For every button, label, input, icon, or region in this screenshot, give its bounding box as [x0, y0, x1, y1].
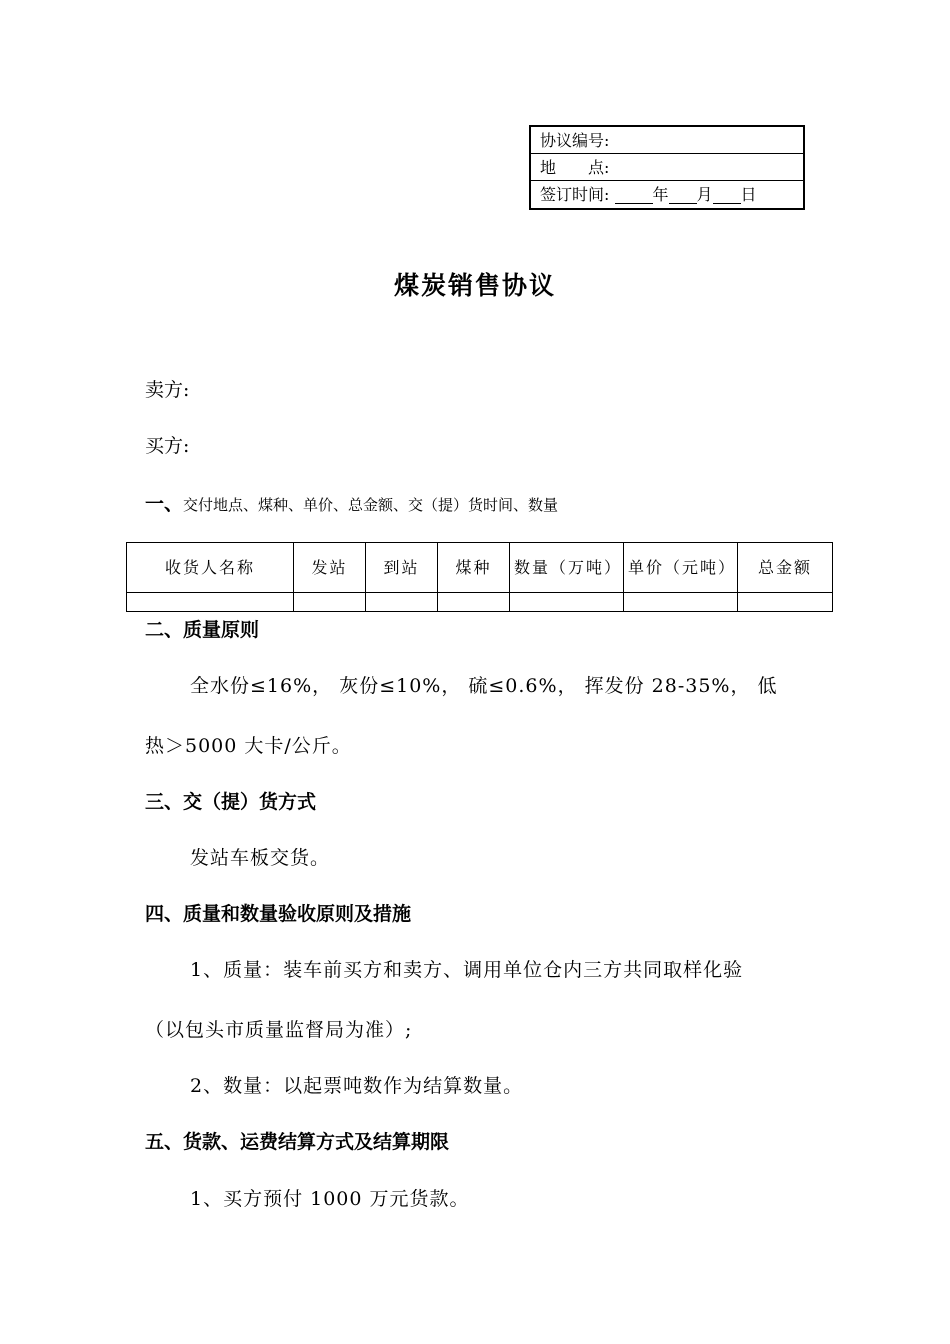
header-destination-station: 到站: [366, 543, 438, 593]
section-4-title: 四、质量和数量验收原则及措施: [145, 903, 412, 925]
agreement-number-row: [531, 127, 803, 154]
sign-time-row: [531, 181, 803, 208]
location-row: [531, 154, 803, 181]
table-cell: [738, 593, 833, 612]
table-row: [127, 593, 833, 612]
section-4-item-1-line-1: 1、质量：装车前买方和卖方、调用单位仓内三方共同取样化验: [190, 959, 744, 981]
section-5-item-1: 1、买方预付 1000 万元货款。: [190, 1188, 470, 1210]
location-label: 地 点:: [540, 158, 610, 177]
delivery-table: [126, 542, 833, 612]
section-3-title: 三、交（提）货方式: [145, 791, 317, 813]
section-3-body: 发站车板交货。: [190, 847, 331, 869]
day-label: 日: [740, 185, 757, 204]
header-unit-price: 单价（元吨）: [624, 543, 738, 593]
table-header-row: [127, 543, 833, 593]
year-label: 年: [652, 185, 669, 204]
section-1-title: 交付地点、煤种、单价、总金额、交（提）货时间、数量: [183, 496, 559, 514]
section-4-item-1-line-2: （以包头市质量监督局为准）;: [145, 1019, 413, 1041]
year-blank: [615, 185, 653, 204]
table-cell: [510, 593, 624, 612]
header-origin-station: 发站: [294, 543, 366, 593]
table-cell: [366, 593, 438, 612]
header-coal-type: 煤种: [438, 543, 510, 593]
table-cell: [127, 593, 294, 612]
seller-line: 卖方:: [145, 379, 190, 401]
section-2-title: 二、质量原则: [145, 619, 260, 641]
table-cell: [438, 593, 510, 612]
month-blank: [669, 185, 697, 204]
table-cell: [624, 593, 738, 612]
agreement-number-label: 协议编号:: [540, 131, 610, 150]
month-label: 月: [696, 185, 713, 204]
buyer-line: 买方:: [145, 435, 190, 457]
header-quantity: 数量（万吨）: [510, 543, 624, 593]
header-total-amount: 总金额: [738, 543, 833, 593]
section-2-body-line-2: 热＞5000 大卡/公斤。: [145, 735, 352, 757]
agreement-meta-box: [529, 125, 805, 210]
section-1-heading: [145, 489, 558, 516]
table-cell: [294, 593, 366, 612]
section-4-item-2: 2、数量：以起票吨数作为结算数量。: [190, 1075, 524, 1097]
section-5-title: 五、货款、运费结算方式及结算期限: [145, 1131, 450, 1153]
document-title: 煤炭销售协议: [393, 271, 556, 300]
header-consignee: 收货人名称: [127, 543, 294, 593]
day-blank: [713, 185, 741, 204]
section-2-body-line-1: 全水份≤16%， 灰份≤10%， 硫≤0.6%， 挥发份 28-35%， 低: [190, 675, 778, 697]
sign-time-label: 签订时间:: [540, 185, 610, 204]
section-1-number: 一、: [145, 493, 184, 515]
